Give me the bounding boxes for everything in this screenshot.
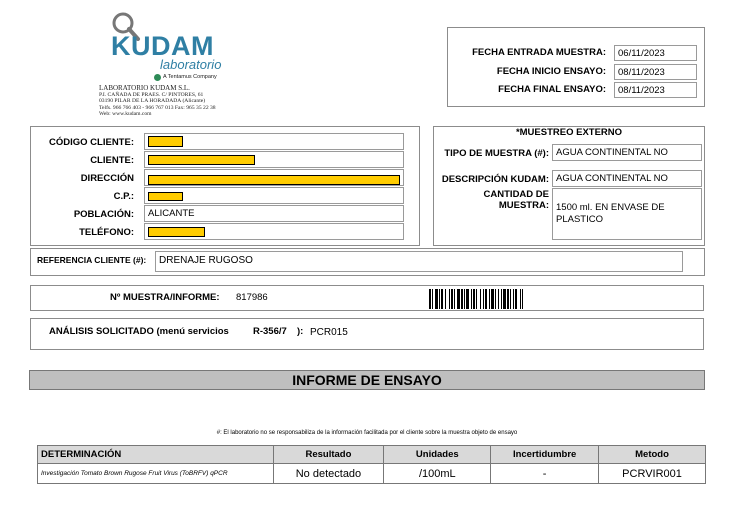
analisis-paren: ): [297, 326, 304, 337]
barcode-icon [428, 289, 610, 309]
barcode-bar [480, 289, 481, 309]
barcode-bar [466, 289, 469, 309]
barcode-bar [435, 289, 438, 309]
lab-address-2: 03190 PILAR DE LA HORADADA (Alicante) [99, 98, 206, 105]
barcode-bar [507, 289, 509, 309]
header-unidades: Unidades [384, 446, 491, 464]
redacted-telefono [148, 227, 205, 237]
redacted-codigo [148, 136, 183, 147]
cantidad-label-2: MUESTRA: [498, 200, 549, 211]
barcode-bar [503, 289, 506, 309]
lab-name: LABORATORIO KUDAM S.L. [99, 84, 190, 92]
barcode-bar [439, 289, 440, 309]
results-table [37, 445, 706, 484]
descripcion-label: DESCRIPCIÓN KUDAM: [441, 174, 549, 185]
report-title: INFORME DE ENSAYO [29, 370, 705, 390]
cliente-label: CLIENTE: [90, 155, 134, 166]
poblacion-field: ALICANTE [144, 205, 404, 222]
header-resultado: Resultado [273, 446, 384, 464]
cell-determinacion: Investigación Tomato Brown Rugose Fruit Virus (ToBRFV) qPCR [38, 464, 274, 484]
barcode-bar [495, 289, 496, 309]
barcode-bar [473, 289, 475, 309]
logo-word: KUDAM [111, 31, 214, 61]
barcode-bar [457, 289, 460, 309]
cp-field [144, 187, 404, 204]
lab-address-1: P.I. CAÑADA DE PRAES. C/ PINTORES, 61 [99, 92, 204, 98]
barcode-bar [464, 289, 465, 309]
disclaimer-text: #: El laboratorio no se responsabiliza de la información facilitada por el cliente sobre la muestra objeto de ensayo [216, 430, 518, 436]
cantidad-label-1: CANTIDAD DE [483, 189, 549, 200]
logo-sub: laboratorio [160, 57, 222, 72]
redacted-direccion [148, 175, 400, 185]
fecha-entrada-field: 06/11/2023 [614, 45, 697, 61]
barcode-bar [491, 289, 494, 309]
tipo-muestra-field: AGUA CONTINENTAL NO [552, 144, 702, 161]
barcode-bar [449, 289, 450, 309]
results-header-row [38, 446, 706, 464]
barcode-bar [432, 289, 433, 309]
tentamus-icon [154, 74, 161, 81]
telefono-label: TELÉFONO: [79, 227, 134, 238]
lab-web: Web: www.kudam.com [99, 111, 152, 118]
reference-label: REFERENCIA CLIENTE (#): [37, 255, 147, 265]
barcode-bar [485, 289, 487, 309]
analisis-code: R-356/7 [253, 326, 287, 337]
cell-incertidumbre: - [491, 464, 599, 484]
reference-field: DRENAJE RUGOSO [155, 251, 683, 272]
analisis-label: ANÁLISIS SOLICITADO (menú servicios [49, 326, 229, 337]
cantidad-field: 1500 ml. EN ENVASE DE PLASTICO [552, 188, 702, 240]
barcode-bar [483, 289, 484, 309]
redacted-cp [148, 192, 183, 201]
analisis-value: PCR015 [310, 327, 348, 338]
direccion-label: DIRECCIÓN [80, 173, 134, 184]
fecha-final-label: FECHA FINAL ENSAYO: [498, 84, 606, 95]
lab-phone: Telfs. 966 766 403 - 966 767 013 Fax: 965 35 22 38 [99, 104, 216, 111]
barcode-bar [429, 289, 431, 309]
logo-company: A Tentamus Company [163, 74, 217, 80]
barcode-bar [513, 289, 514, 309]
muestreo-header: *MUESTREO EXTERNO [515, 127, 623, 138]
barcode-bar [515, 289, 517, 309]
barcode-bar [445, 289, 446, 309]
fecha-entrada-label: FECHA ENTRADA MUESTRA: [472, 47, 606, 58]
poblacion-label: POBLACIÓN: [73, 209, 134, 220]
redacted-cliente [148, 155, 255, 165]
barcode-bar [476, 289, 477, 309]
barcode-bar [510, 289, 511, 309]
barcode-bar [522, 289, 523, 309]
codigo-cliente-field [144, 133, 404, 150]
barcode-bar [471, 289, 472, 309]
codigo-cliente-label: CÓDIGO CLIENTE: [49, 137, 134, 148]
cell-resultado: No detectado [273, 464, 384, 484]
table-row [38, 464, 706, 484]
cell-metodo: PCRVIR001 [599, 464, 706, 484]
barcode-bar [454, 289, 455, 309]
fecha-inicio-label: FECHA INICIO ENSAYO: [496, 66, 606, 77]
barcode-bar [441, 289, 443, 309]
tipo-muestra-label: TIPO DE MUESTRA (#): [444, 148, 549, 159]
header-incertidumbre: Incertidumbre [491, 446, 599, 464]
barcode-bar [498, 289, 499, 309]
barcode-bar [520, 289, 521, 309]
fecha-final-field: 08/11/2023 [614, 82, 697, 98]
fecha-inicio-field: 08/11/2023 [614, 64, 697, 80]
cell-unidades: /100mL [384, 464, 491, 484]
header-metodo: Metodo [599, 446, 706, 464]
barcode-bar [451, 289, 453, 309]
barcode-bar [461, 289, 463, 309]
barcode-bar [501, 289, 502, 309]
header-determinacion: DETERMINACIÓN [38, 446, 274, 464]
cp-label: C.P.: [113, 191, 134, 202]
muestra-label: Nº MUESTRA/INFORME: [110, 292, 220, 303]
lab-address-block [99, 84, 216, 118]
muestra-value: 817986 [236, 292, 268, 303]
descripcion-field: AGUA CONTINENTAL NO [552, 170, 702, 187]
barcode-bar [489, 289, 490, 309]
